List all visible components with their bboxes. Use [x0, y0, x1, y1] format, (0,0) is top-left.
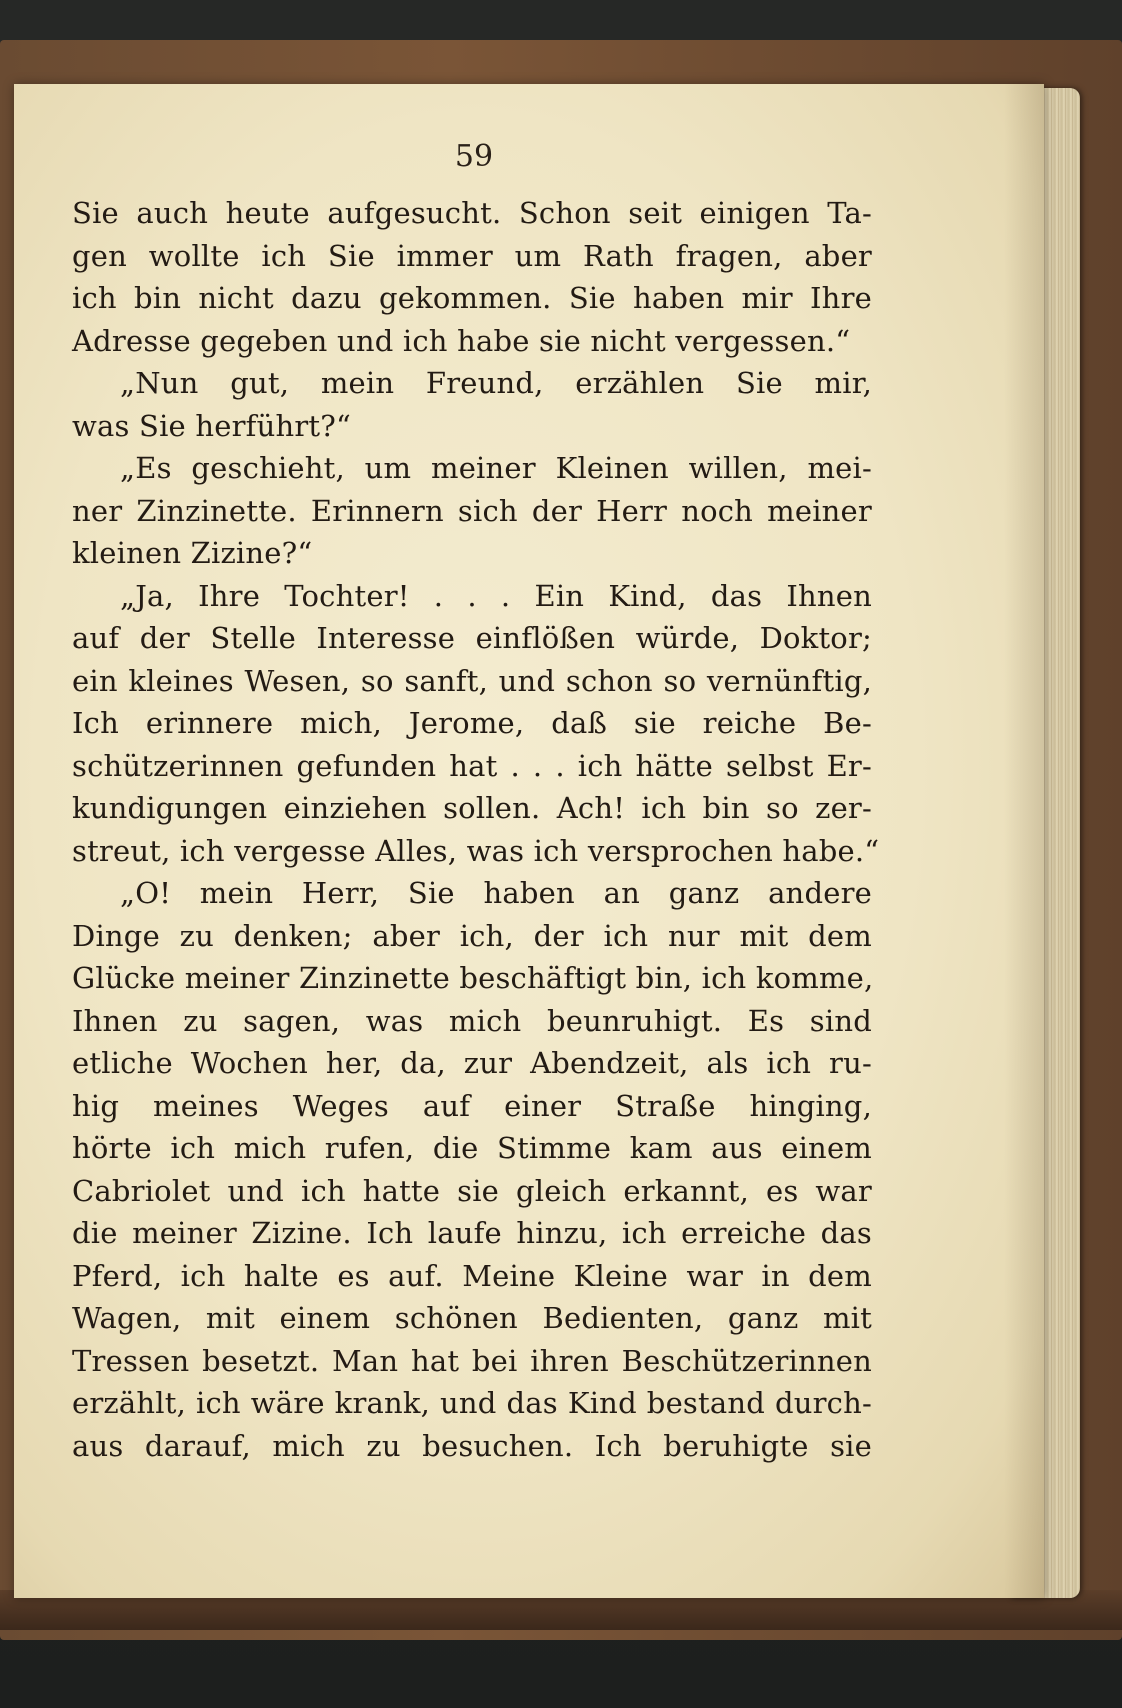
text-line: „Ja, Ihre Tochter! . . . Ein Kind, das Ihnen: [120, 578, 872, 613]
text-line: die meiner Zizine. Ich laufe hinzu, ich erreiche das: [72, 1216, 872, 1250]
text-line: gen wollte ich Sie immer um Rath fragen, aber: [72, 238, 872, 273]
text-line: Tressen besetzt. Man hat bei ihren Beschützerinnen: [72, 1343, 872, 1378]
text-line: Glücke meiner Zinzinette beschäftigt bin, ich komme,: [72, 961, 874, 995]
text-line: Pferd, ich halte es auf. Meine Kleine war in dem: [72, 1258, 872, 1293]
text-line: kundigungen einziehen sollen. Ach! ich bin so zer-: [72, 791, 872, 825]
text-line: ein kleines Wesen, so sanft, und schon so vernünftig,: [72, 663, 872, 698]
text-line: kleinen Zizine?“: [72, 536, 313, 570]
text-line: aus darauf, mich zu besuchen. Ich beruhigte sie: [72, 1428, 872, 1463]
text-line: ich bin nicht dazu gekommen. Sie haben mir Ihre: [72, 281, 872, 315]
page-number: 59: [454, 139, 494, 174]
text-line: streut, ich vergesse Alles, was ich versprochen habe.“: [72, 833, 880, 868]
text-line: hig meines Weges auf einer Straße hinging,: [72, 1088, 872, 1123]
page-gutter-shadow: [1004, 84, 1044, 1598]
text-line: hörte ich mich rufen, die Stimme kam aus einem: [72, 1131, 872, 1165]
text-line: Ich erinnere mich, Jerome, daß sie reiche Be-: [72, 706, 872, 740]
page-text-block: [72, 192, 880, 1467]
text-line: „O! mein Herr, Sie haben an ganz andere: [120, 876, 872, 910]
text-line: Dinge zu denken; aber ich, der ich nur mit dem: [72, 918, 872, 953]
text-line: ner Zinzinette. Erinnern sich der Herr noch meiner: [72, 493, 872, 528]
text-line: erzählt, ich wäre krank, und das Kind bestand durch-: [72, 1386, 872, 1420]
text-line: auf der Stelle Interesse einflößen würde, Doktor;: [72, 621, 872, 655]
text-line: Sie auch heute aufgesucht. Schon seit einigen Ta-: [72, 196, 872, 230]
text-line: „Es geschieht, um meiner Kleinen willen, mei-: [120, 451, 872, 485]
text-line: etliche Wochen her, da, zur Abendzeit, als ich ru-: [72, 1046, 872, 1080]
text-line: Cabriolet und ich hatte sie gleich erkannt, es war: [72, 1173, 872, 1208]
text-line: Wagen, mit einem schönen Bedienten, ganz mit: [72, 1301, 872, 1335]
text-line: Ihnen zu sagen, was mich beunruhigt. Es sind: [72, 1003, 872, 1038]
text-line: schützerinnen gefunden hat . . . ich hätte selbst Er-: [72, 748, 872, 783]
text-line: Adresse gegeben und ich habe sie nicht vergessen.“: [72, 323, 851, 358]
book-page: [14, 84, 1044, 1598]
text-line: was Sie herführt?“: [72, 408, 352, 443]
text-line: „Nun gut, mein Freund, erzählen Sie mir,: [120, 366, 872, 400]
